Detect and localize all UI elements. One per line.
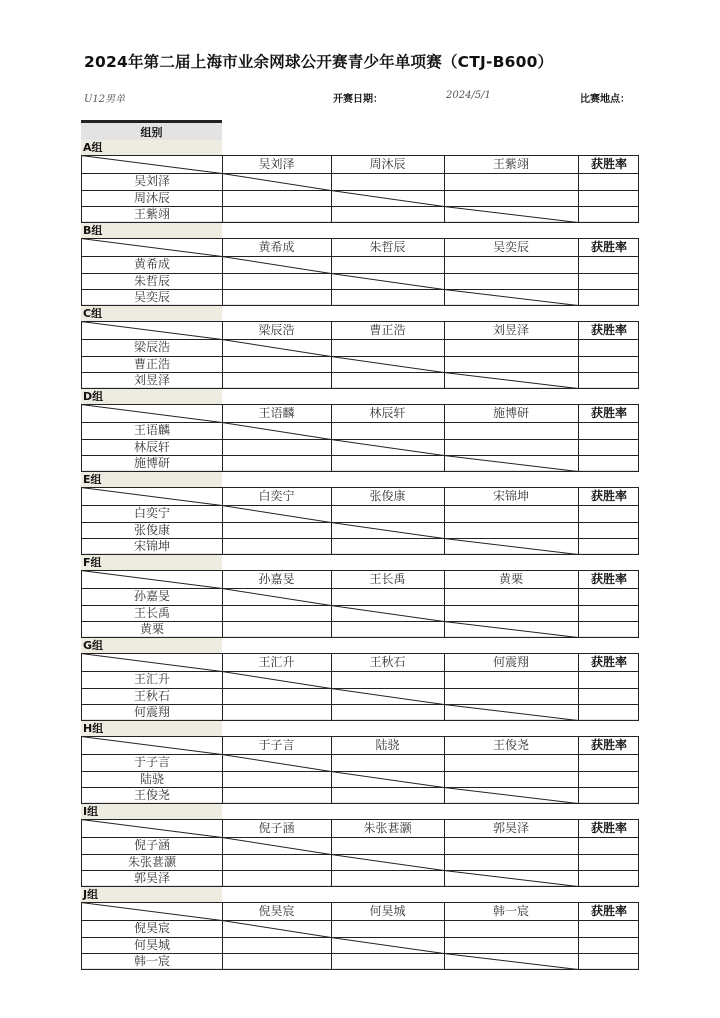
group-table xyxy=(0,887,720,970)
column-player-name: 倪子涵 xyxy=(258,821,295,835)
grid-line xyxy=(222,921,331,938)
row-player-name: 郭昊泽 xyxy=(133,871,170,885)
group-table xyxy=(0,638,720,721)
group-name: J组 xyxy=(81,887,222,902)
grid-line xyxy=(222,755,331,772)
grid-line xyxy=(331,191,444,207)
grid-line xyxy=(222,838,331,855)
column-player-name: 周沐辰 xyxy=(369,157,406,171)
column-player-name: 黄希成 xyxy=(258,240,295,254)
grid-line xyxy=(331,274,444,290)
group-name: G组 xyxy=(81,638,222,653)
group-table xyxy=(0,389,720,472)
row-player-name: 梁辰浩 xyxy=(133,340,170,354)
group-table xyxy=(0,223,720,306)
column-player-name: 宋锦坤 xyxy=(492,489,529,503)
grid-line xyxy=(81,737,222,755)
win-rate-header: 获胜率 xyxy=(590,821,627,835)
grid-line xyxy=(444,705,578,721)
grid-line xyxy=(444,871,578,887)
row-player-name: 刘昱泽 xyxy=(133,373,170,387)
win-rate-header: 获胜率 xyxy=(590,240,627,254)
row-player-name: 王俊尧 xyxy=(133,788,170,802)
group-name: I组 xyxy=(81,804,222,819)
row-player-name: 倪子涵 xyxy=(133,838,170,852)
column-player-name: 王紫翊 xyxy=(492,157,529,171)
row-player-name: 黄栗 xyxy=(139,622,164,636)
grid-line xyxy=(444,539,578,555)
row-player-name: 王秋石 xyxy=(133,689,170,703)
column-player-name: 梁辰浩 xyxy=(258,323,295,337)
column-player-name: 何昊城 xyxy=(369,904,406,918)
grid-line xyxy=(444,373,578,389)
row-player-name: 张俊康 xyxy=(133,523,170,537)
grid-line xyxy=(331,772,444,788)
row-player-name: 倪昊宸 xyxy=(133,921,170,935)
grid-line xyxy=(222,672,331,689)
grid-line xyxy=(81,820,222,838)
row-player-name: 韩一宸 xyxy=(133,954,170,968)
grid-line xyxy=(444,207,578,223)
group-table xyxy=(0,140,720,223)
row-player-name: 林辰轩 xyxy=(133,440,170,454)
row-player-name: 王语麟 xyxy=(133,423,170,437)
win-rate-header: 获胜率 xyxy=(590,655,627,669)
row-player-name: 白奕宁 xyxy=(133,506,170,520)
group-table xyxy=(0,804,720,887)
win-rate-header: 获胜率 xyxy=(590,904,627,918)
grid-line xyxy=(81,571,222,589)
column-player-name: 刘昱泽 xyxy=(492,323,529,337)
group-table xyxy=(0,555,720,638)
row-player-name: 朱哲辰 xyxy=(133,274,170,288)
grid-line xyxy=(331,440,444,456)
grid-line xyxy=(81,405,222,423)
column-player-name: 王汇升 xyxy=(258,655,295,669)
column-player-name: 孙嘉旻 xyxy=(258,572,295,586)
column-player-name: 林辰轩 xyxy=(369,406,406,420)
column-player-name: 张俊康 xyxy=(369,489,406,503)
win-rate-header: 获胜率 xyxy=(590,489,627,503)
row-player-name: 何震翔 xyxy=(133,705,170,719)
win-rate-header: 获胜率 xyxy=(590,738,627,752)
column-player-name: 黄栗 xyxy=(498,572,523,586)
grid-line xyxy=(81,903,222,921)
row-player-name: 王紫翊 xyxy=(133,207,170,221)
win-rate-header: 获胜率 xyxy=(590,157,627,171)
grid-line xyxy=(81,322,222,340)
row-player-name: 曹正浩 xyxy=(133,357,170,371)
row-player-name: 朱张葚灏 xyxy=(127,855,176,869)
start-date-value: 2024/5/1 xyxy=(446,90,491,101)
grid-line xyxy=(331,357,444,373)
column-player-name: 倪昊宸 xyxy=(258,904,295,918)
row-player-name: 吴奕辰 xyxy=(133,290,170,304)
grid-line xyxy=(222,589,331,606)
category-label: U12男单 xyxy=(84,94,126,105)
column-player-name: 于子言 xyxy=(258,738,295,752)
group-table xyxy=(0,472,720,555)
grid-line xyxy=(331,855,444,871)
row-player-name: 周沐辰 xyxy=(133,191,170,205)
grid-line xyxy=(81,654,222,672)
row-player-name: 陆骁 xyxy=(139,772,164,786)
group-name: B组 xyxy=(81,223,222,238)
win-rate-header: 获胜率 xyxy=(590,572,627,586)
page-title: 2024年第二届上海市业余网球公开赛青少年单项赛（CTJ-B600） xyxy=(84,53,554,71)
row-player-name: 吴刘泽 xyxy=(133,174,170,188)
grid-line xyxy=(331,938,444,954)
grid-line xyxy=(222,340,331,357)
grid-line xyxy=(444,622,578,638)
grid-line xyxy=(222,174,331,191)
column-player-name: 施博研 xyxy=(492,406,529,420)
grid-line xyxy=(444,456,578,472)
row-player-name: 孙嘉旻 xyxy=(133,589,170,603)
column-player-name: 郭昊泽 xyxy=(492,821,529,835)
column-player-name: 朱哲辰 xyxy=(369,240,406,254)
grid-line xyxy=(81,488,222,506)
column-player-name: 吴刘泽 xyxy=(258,157,295,171)
grid-line xyxy=(444,788,578,804)
column-player-name: 王长禹 xyxy=(369,572,406,586)
group-name: A组 xyxy=(81,140,222,155)
grid-line xyxy=(444,290,578,306)
row-player-name: 宋锦坤 xyxy=(133,539,170,553)
group-name: E组 xyxy=(81,472,222,487)
start-date-label: 开赛日期： xyxy=(333,94,383,105)
grid-line xyxy=(444,954,578,970)
row-player-name: 施博研 xyxy=(133,456,170,470)
column-player-name: 韩一宸 xyxy=(492,904,529,918)
column-player-name: 吴奕辰 xyxy=(492,240,529,254)
row-player-name: 王汇升 xyxy=(133,672,170,686)
column-player-name: 王语麟 xyxy=(258,406,295,420)
grid-line xyxy=(331,606,444,622)
column-player-name: 白奕宁 xyxy=(258,489,295,503)
column-player-name: 朱张葚灏 xyxy=(363,821,412,835)
grid-line xyxy=(331,523,444,539)
group-table xyxy=(0,721,720,804)
row-player-name: 于子言 xyxy=(133,755,170,769)
row-player-name: 黄希成 xyxy=(133,257,170,271)
row-player-name: 何昊城 xyxy=(133,938,170,952)
group-name: C组 xyxy=(81,306,222,321)
row-player-name: 王长禹 xyxy=(133,606,170,620)
grid-line xyxy=(222,257,331,274)
grid-line xyxy=(331,689,444,705)
column-player-name: 陆骁 xyxy=(375,738,400,752)
group-column-header: 组别 xyxy=(81,120,222,143)
group-table xyxy=(0,306,720,389)
grid-line xyxy=(222,423,331,440)
column-player-name: 何震翔 xyxy=(492,655,529,669)
group-name: D组 xyxy=(81,389,222,404)
win-rate-header: 获胜率 xyxy=(590,323,627,337)
column-player-name: 王俊尧 xyxy=(492,738,529,752)
win-rate-header: 获胜率 xyxy=(590,406,627,420)
grid-line xyxy=(81,156,222,174)
grid-line xyxy=(222,506,331,523)
column-player-name: 曹正浩 xyxy=(369,323,406,337)
group-name: F组 xyxy=(81,555,222,570)
group-name: H组 xyxy=(81,721,222,736)
column-player-name: 王秋石 xyxy=(369,655,406,669)
venue-label: 比赛地点： xyxy=(580,94,630,105)
grid-line xyxy=(81,239,222,257)
